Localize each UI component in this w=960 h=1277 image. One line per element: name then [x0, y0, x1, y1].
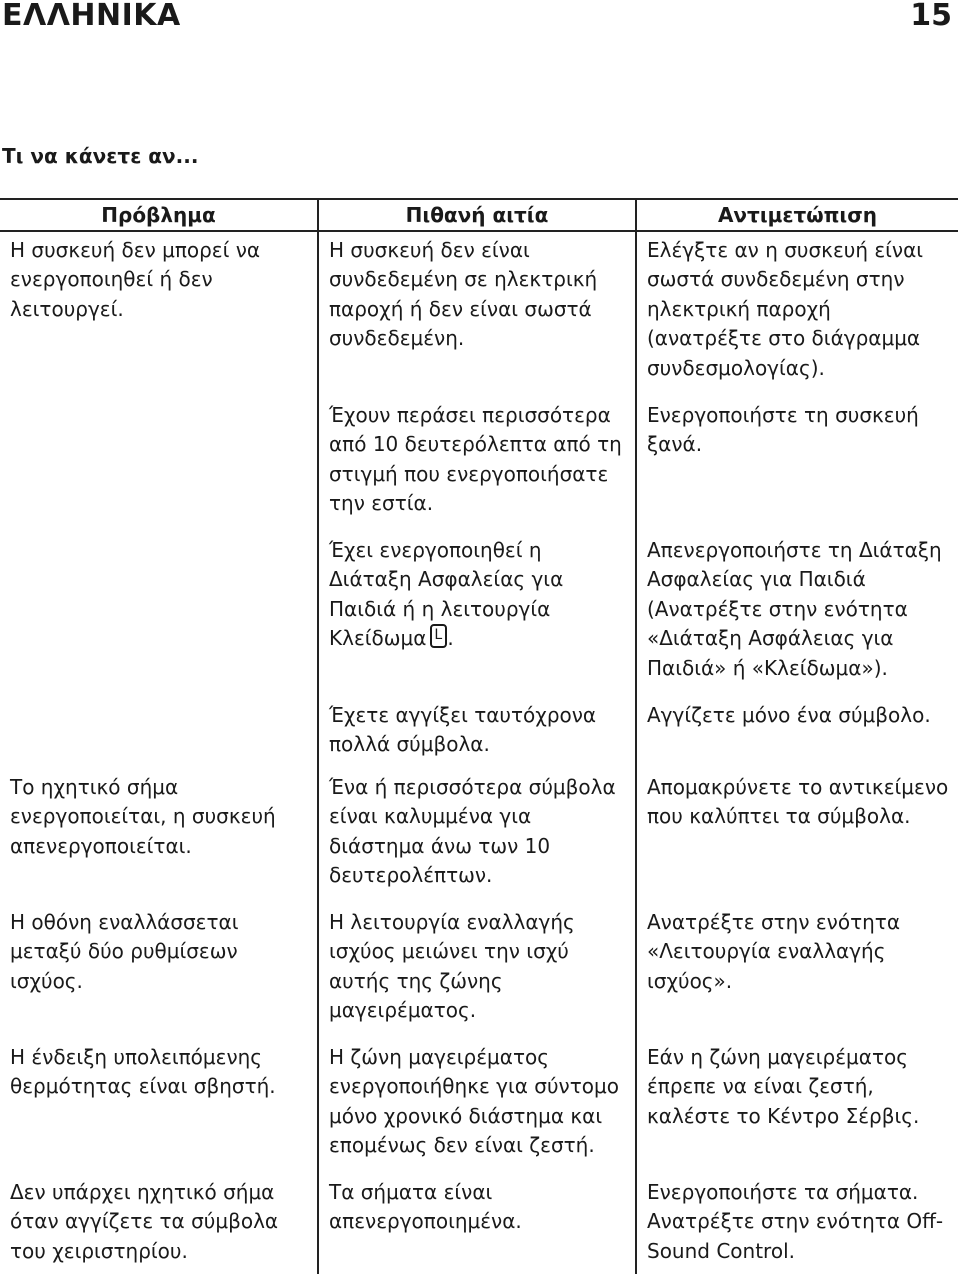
cause-cell: Έχετε αγγίξει ταυτόχρονα πολλά σύμβολα.: [318, 697, 636, 769]
remedy-cell: Ενεργοποιήστε τη συσκευή ξανά.: [636, 397, 958, 532]
remedy-cell: Αγγίζετε μόνο ένα σύμβολο.: [636, 697, 958, 769]
problem-cell: Η οθόνη εναλλάσσεται μεταξύ δύο ρυθμίσεων ισχύος.: [10, 910, 239, 993]
page-number: 15: [910, 0, 952, 33]
cause-text: Έχει ενεργοποιηθεί η Διάταξη Ασφαλείας για Παιδιά ή η λειτουργία Κλείδωμα: [329, 538, 564, 651]
section-title: Τι να κάνετε αν...: [2, 144, 199, 168]
table-row: [0, 231, 958, 397]
problem-cell: [0, 397, 318, 532]
cause-cell: Η συσκευή δεν είναι συνδεδεμένη σε ηλεκτρική παροχή ή δεν είναι σωστά συνδεδεμένη.: [318, 231, 636, 397]
remedy-cell: Εάν η ζώνη μαγειρέματος έπρεπε να είναι ζεστή, καλέστε το Κέντρο Σέρβις.: [636, 1039, 958, 1174]
cause-cell: [318, 532, 636, 697]
problem-cell: Το ηχητικό σήμα ενεργοποιείται, η συσκευή απενεργοποιείται.: [10, 775, 276, 858]
cause-cell: Έχουν περάσει περισσότερα από 10 δευτερόλεπτα από τη στιγμή που ενεργοποιήσατε την εστία.: [318, 397, 636, 532]
column-header-cause: Πιθανή αιτία: [318, 199, 636, 231]
table-row: [0, 769, 958, 904]
table-row: [0, 1174, 958, 1274]
problem-cell: Η ένδειξη υπολειπόμενης θερμότητας είναι σβηστή.: [10, 1045, 276, 1099]
table-row: [0, 397, 958, 532]
cause-cell: Τα σήματα είναι απενεργοποιημένα.: [318, 1174, 636, 1274]
cause-suffix: .: [447, 626, 454, 651]
table-row: [0, 1039, 958, 1174]
column-header-remedy: Αντιμετώπιση: [636, 199, 958, 231]
cause-cell: Η λειτουργία εναλλαγής ισχύος μειώνει την ισχύ αυτής της ζώνης μαγειρέματος.: [318, 904, 636, 1039]
troubleshooting-table: [0, 198, 958, 1274]
problem-cell: Δεν υπάρχει ηχητικό σήμα όταν αγγίζετε τα σύμβολα του χειριστηρίου.: [10, 1180, 279, 1263]
problem-cell: [0, 697, 318, 769]
table-header-row: [0, 199, 958, 231]
table-row: [0, 904, 958, 1039]
table-row: [0, 697, 958, 769]
table-row: [0, 532, 958, 697]
language-heading: ΕΛΛΗΝΙΚΑ: [2, 0, 181, 33]
remedy-cell: Απομακρύνετε το αντικείμενο που καλύπτει τα σύμβολα.: [636, 769, 958, 904]
cause-cell: Η ζώνη μαγειρέματος ενεργοποιήθηκε για σύντομο μόνο χρονικό διάστημα και επομένως δεν είναι ζεστή.: [318, 1039, 636, 1174]
remedy-cell: Ελέγξτε αν η συσκευή είναι σωστά συνδεδεμένη στην ηλεκτρική παροχή (ανατρέξτε στο διάγραμμα συνδεσμολογίας).: [636, 231, 958, 397]
problem-cell: Η συσκευή δεν μπορεί να ενεργοποιηθεί ή δεν λειτουργεί.: [10, 238, 261, 321]
remedy-cell: Απενεργοποιήστε τη Διάταξη Ασφαλείας για Παιδιά (Ανατρέξτε στην ενότητα «Διάταξη Ασφάλειας για Παιδιά» ή «Κλείδωμα»).: [636, 532, 958, 697]
problem-cell: [0, 532, 318, 697]
remedy-cell: Ανατρέξτε στην ενότητα «Λειτουργία εναλλαγής ισχύος».: [636, 904, 958, 1039]
column-header-problem: Πρόβλημα: [0, 199, 318, 231]
cause-cell: Ένα ή περισσότερα σύμβολα είναι καλυμμένα για διάστημα άνω των 10 δευτερολέπτων.: [318, 769, 636, 904]
remedy-cell: Ενεργοποιήστε τα σήματα. Ανατρέξτε στην ενότητα Off- Sound Control.: [636, 1174, 958, 1274]
lock-icon: [430, 624, 447, 648]
